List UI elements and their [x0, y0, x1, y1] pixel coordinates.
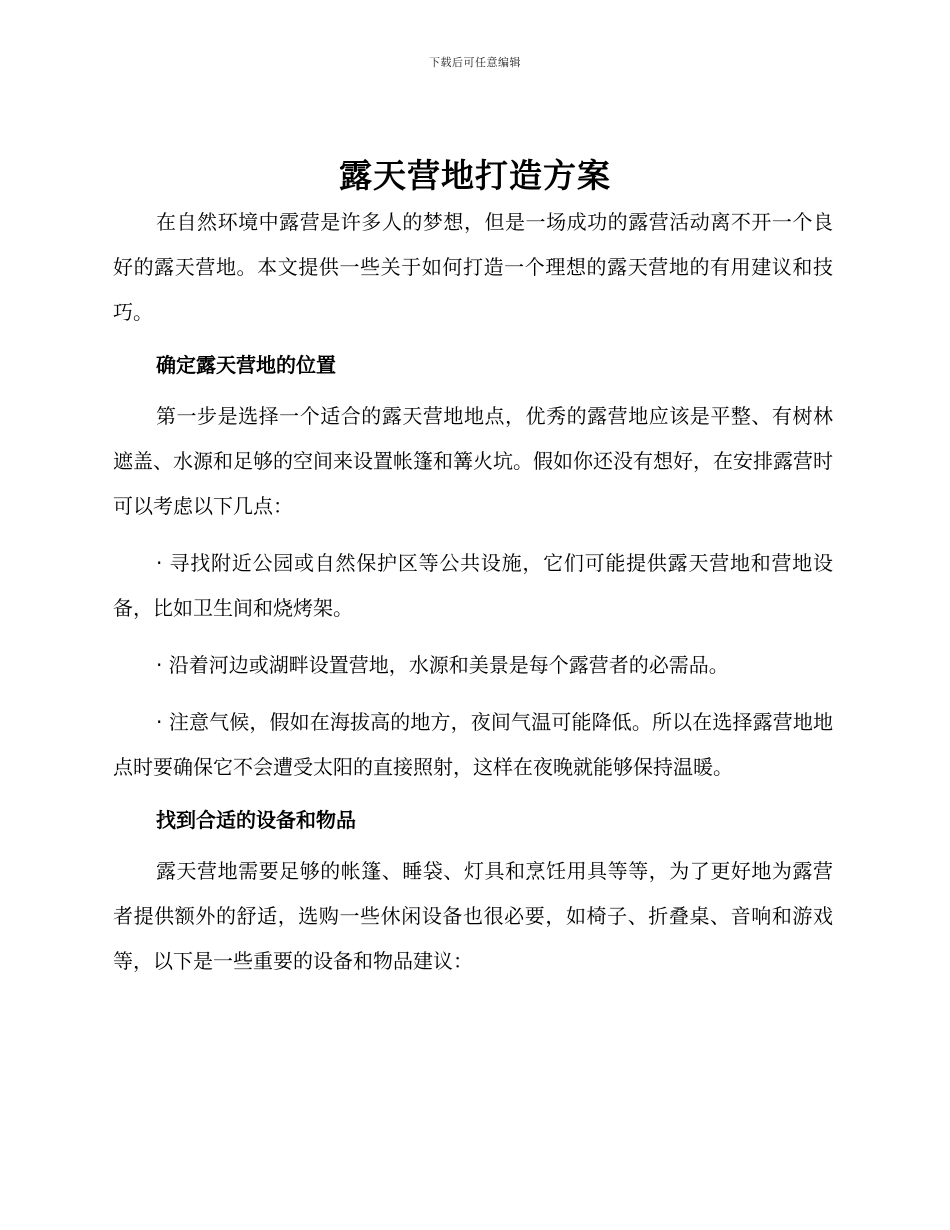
intro-paragraph: 在自然环境中露营是许多人的梦想，但是一场成功的露营活动离不开一个良好的露天营地。本文提供一些关于如何打造一个理想的露天营地的有用建议和技巧。 [113, 210, 833, 324]
section-heading-equipment: 找到合适的设备和物品 [156, 808, 356, 832]
equipment-paragraph: 露天营地需要足够的帐篷、睡袋、灯具和烹饪用具等等，为了更好地为露营者提供额外的舒适，选购一些休闲设备也很必要，如椅子、折叠桌、音响和游戏等，以下是一些重要的设备和物品建议： [113, 859, 833, 973]
location-paragraph: 第一步是选择一个适合的露天营地地点，优秀的露营地应该是平整、有树林遮盖、水源和足够的空间来设置帐篷和篝火坑。假如你还没有想好，在安排露营时可以考虑以下几点： [113, 404, 833, 518]
document-title: 露天营地打造方案 [339, 156, 611, 195]
document-body [113, 200, 833, 984]
bullet-item: · 沿着河边或湖畔设置营地，水源和美景是每个露营者的必需品。 [156, 653, 729, 677]
bullet-item: · 注意气候，假如在海拔高的地方，夜间气温可能降低。所以在选择露营地地点时要确保它不会遭受太阳的直接照射，这样在夜晚就能够保持温暖。 [113, 710, 833, 779]
section-heading-location: 确定露天营地的位置 [156, 353, 336, 377]
header-note: 下载后可任意编辑 [429, 56, 521, 69]
bullet-item: · 寻找附近公园或自然保护区等公共设施，它们可能提供露天营地和营地设备，比如卫生间和烧烤架。 [113, 551, 833, 620]
